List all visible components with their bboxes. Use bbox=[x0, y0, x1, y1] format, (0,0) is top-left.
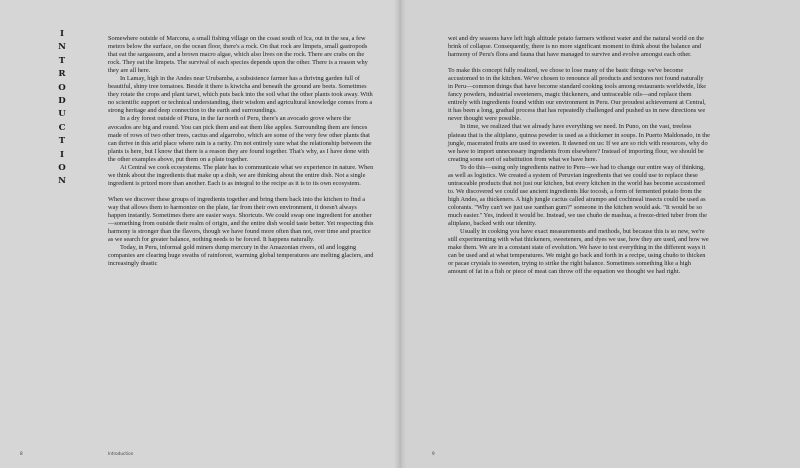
paragraph: In Lamay, high in the Andes near Urubamba, a subsistence farmer has a thriving garden full of beautiful, shiny tree tomatoes. Beside it there is kiwicha and beneath the ground are beets. Sometimes they rotate the crops and plant tarwi, which puts back into the soil what the other plants took away. With no scientific support or technical understanding, their wisdom and agricultural knowledge comes from a strong heritage and deep connection to the earth and surroundings. bbox=[108, 75, 373, 115]
paragraph: Usually in cooking you have exact measurements and methods, but because this is so new, we're still experimenting with what thickeners, sweeteners, and dyes we use, how they are used, and how we make them. We are in a constant state of evolution. We have to test everything in the different ways it can be used and at what temperatures. We might go back and forth in a recipe, using chuño to thicken or pacae crystals to sweeten, trying to strike the right balance. Sometimes something like a high amount of fat in a fish or piece of meat can throw off the equation we thought we had right. bbox=[448, 228, 709, 276]
paragraph: To do this—using only ingredients native to Peru—we had to change our entire way of thinking, as well as logistics. We created a system of Peruvian ingredients that we could use to replace these untraceable products that not just our kitchen, but every kitchen in the world has become accustomed to. We discovered we could use ancient ingredients like tocosh, a form of fermented potato from the high Andes, as thickeners. A high jungle cactus called airampo and cochineal insects could be used as colorants. "Why can't we just use xanthan gum?" someone in the kitchen would ask. "It would be so much easier." Yes, indeed it would be. Instead, we use chuño de mashua, a freeze-dried tuber from the altiplano, backed with our identity. bbox=[448, 163, 707, 228]
paragraph: Somewhere outside of Marcona, a small fishing village on the coast south of Ica, out in the sea, a few meters below the surface, on the ocean floor, there's a rock. On that rock are limpets, small gastropods that eat the sargassum, and a brown macro algae, which also lives on the rock. There are crabs on the rock. They eat the limpets. The survival of each species depends upon the other. There is a reason why they are all here. bbox=[108, 35, 368, 75]
paragraph: When we discover these groups of ingredients together and bring them back into the kitchen to find a way that allows them to harmonize on the plate, far from their own environment, it doesn't always happen instantly. Sometimes there are easier ways. Shortcuts. We could swap one ingredient for another—something from outside their realm of origin, and the entire dish would taste better. Yet respecting this harmony is stronger than the flavors, though we have found more often than not, over time and practice as we search for greater balance, nothing needs to be forced. It happens naturally. bbox=[108, 195, 374, 244]
paragraph: In a dry forest outside of Piura, in the far north of Peru, there's an avocado grove where the avocados are big and round. You can pick them and eat them like apples. Surrounding them are fences made of rows of two other trees, cactus and algarrobo, which are some of the very few other plants that can thrive in this arid place where rain is a rarity. I'm not entirely sure what the relationship between the plants is here, but I know that there is a reason they are found together. That's why, as I have done with the other examples above, put them on a plate together. bbox=[108, 115, 372, 163]
paragraph: In time, we realized that we already have everything we need. In Puno, on the vast, treeless plateau that is the altiplano, quinoa powder is used as a thickener in soups. In Puerto Maldonado, in the jungle, macerated fruits are used to sweeten. It dawned on us: If we are so rich with resources, why do we have to import unnecessary ingredients from elsewhere? Instead of importing flour, we should be creating some sort of substitution from what we have here. bbox=[448, 123, 710, 163]
right-page bbox=[400, 0, 800, 468]
chapter-title: INTRODUCTION bbox=[58, 29, 66, 187]
page-number: 9 bbox=[432, 451, 435, 456]
running-head: Introduction bbox=[108, 451, 134, 456]
page-number: 8 bbox=[20, 451, 23, 456]
paragraph: Today, in Peru, informal gold miners dump mercury in the Amazonian rivers, oil and logging companies are clearing huge swaths of rainforest, warming global temperatures are melting glaciers, and increasingly drastic bbox=[108, 244, 374, 268]
left-body-text bbox=[108, 35, 376, 268]
paragraph: To make this concept fully realized, we chose to lose many of the basic things we've become accustomed to in the kitchen. We've chosen to renounce all products and textures not found naturally in Peru—common things that have become standard cooking tools among restaurants worldwide, like fancy powders, industrial sweeteners, magic thickeners, and untraceable oils—and replace them entirely with ingredients found within our environment in Peru. Our proudest achievement at Central, it has been a long, gradual process that has repeatedly challenged and pushed us in new directions we never thought were possible. bbox=[448, 67, 707, 123]
paragraph: At Central we cook ecosystems. The plate has to communicate what we experience in nature. When we think about the ingredients that make up a dish, we are thinking about the entire dish. Not a single ingredient is prized more than another. Each is as integral to the recipe as it is to its own ecosystem. bbox=[108, 163, 374, 187]
book-gutter bbox=[394, 0, 406, 468]
paragraph: wet and dry seasons have left high altitude potato farmers without water and the natural world on the brink of collapse. Consequently, there is no more significant moment to think about the balance and harmony of Peru's flora and fauna that have managed to survive and evolve amongst each other. bbox=[448, 35, 704, 59]
right-body-text bbox=[448, 35, 710, 276]
